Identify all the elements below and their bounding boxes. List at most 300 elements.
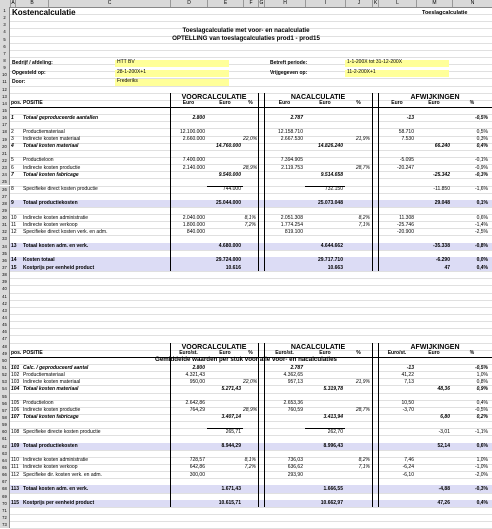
column-header-n[interactable]: N — [452, 0, 492, 7]
row-number[interactable]: 19 — [0, 136, 10, 143]
table-row-pos: 103 — [11, 378, 20, 385]
table-cell-e: 25.044.000 — [215, 200, 241, 207]
table-row-label: Specifieke direct kosten verk. en adm. — [23, 228, 108, 235]
row-number[interactable]: 5 — [0, 36, 10, 43]
table-row-pos: 111 — [11, 464, 19, 471]
table-row-pos: 11 — [11, 221, 17, 228]
sheet-title: Kostencalculatie — [12, 8, 76, 17]
row-number[interactable]: 13 — [0, 93, 10, 100]
grid-line — [10, 293, 492, 294]
cell-border-top — [207, 186, 243, 187]
table-cell-l: -13 — [406, 114, 414, 121]
table-cell-d: 2.642,86 — [185, 400, 205, 407]
table-cell-d: 2.800 — [192, 114, 205, 121]
table-cell-j: 8,2% — [358, 457, 370, 464]
grid-line — [10, 78, 492, 79]
row-number[interactable]: 29 — [0, 207, 10, 214]
row-number[interactable]: 44 — [0, 314, 10, 321]
table-cell-f: 22,0% — [243, 378, 258, 385]
cell-border-top — [305, 186, 345, 187]
row-number[interactable]: 35 — [0, 250, 10, 257]
table-cell-f: 28,9% — [243, 407, 258, 414]
table-cell-e: 10.616 — [225, 264, 241, 271]
table-cell-j: 21,9% — [355, 136, 370, 143]
row-number[interactable]: 24 — [0, 171, 10, 178]
table-cell-l: -6,24 — [402, 464, 414, 471]
table-cell-m: 48,36 — [437, 385, 450, 392]
table-cell-l: 11.308 — [399, 214, 414, 221]
column-header-i[interactable]: I — [305, 0, 345, 7]
column-header-g[interactable]: G — [259, 0, 264, 6]
table-cell-h: 1.774.254 — [280, 221, 303, 228]
table-cell-n: 0,2% — [476, 414, 488, 421]
row-number[interactable]: 34 — [0, 243, 10, 250]
table-cell-m: -11.850 — [433, 186, 450, 192]
table-row-pos: 109 — [11, 443, 20, 450]
table-cell-e: 8.944,29 — [221, 443, 241, 450]
table-cell-h: 2.119.753 — [281, 164, 303, 171]
row-number[interactable]: 47 — [0, 335, 10, 342]
afw-euro-header: Euro/st. — [387, 350, 407, 357]
table-cell-n: 0,0% — [476, 257, 488, 264]
row-number[interactable]: 57 — [0, 407, 10, 414]
door-field[interactable]: Frederiks — [115, 79, 229, 86]
row-number[interactable]: 73 — [0, 521, 10, 528]
table-row-label: Specifieke directe kosten productie — [23, 428, 101, 435]
table-row-pos: 107 — [11, 414, 20, 421]
positie-header: POSITIE — [23, 350, 43, 357]
table-row-pos: 110 — [11, 457, 19, 464]
table-cell-h: 636,62 — [287, 464, 303, 471]
section-divider — [372, 93, 373, 272]
bedrijf-label: Bedrijf / afdeling: — [12, 60, 53, 66]
table-cell-j: 28,7% — [355, 407, 370, 414]
column-header-l[interactable]: L — [378, 0, 416, 7]
positie-header: POSITIE — [23, 100, 43, 107]
table-cell-l: 41,22 — [401, 371, 414, 378]
table-cell-l: 58.710 — [398, 128, 414, 135]
grid-line — [10, 157, 492, 158]
voor-euro-header: Euro — [219, 350, 231, 357]
row-number[interactable]: 22 — [0, 157, 10, 164]
table-cell-d: 2.800 — [192, 364, 205, 371]
table-cell-h: 2.667.530 — [280, 136, 303, 143]
column-header-a[interactable]: A — [11, 0, 15, 6]
table-cell-l: -6,10 — [402, 471, 414, 478]
row-number[interactable]: 6 — [0, 43, 10, 50]
table-cell-d: 2.040.000 — [182, 214, 205, 221]
table-cell-d: 764,29 — [189, 407, 205, 414]
row-number[interactable]: 8 — [0, 57, 10, 64]
table-row-label: Indirecte kosten materiaal — [23, 378, 81, 385]
table-cell-h: 2.653,36 — [283, 400, 303, 407]
table-row-label: Kostprijs per eenheid product — [23, 500, 95, 507]
table-cell-n: -0,1% — [474, 157, 488, 164]
table-cell-n: -1,6% — [474, 186, 488, 192]
grid-line — [10, 507, 492, 508]
table-cell-i: 14.826.240 — [317, 143, 343, 150]
grid-line — [10, 393, 492, 394]
na-euro-header: Euro — [278, 100, 291, 107]
grid-line — [10, 307, 492, 308]
table-cell-e: 265,71 — [225, 428, 241, 435]
row-number[interactable]: 50 — [0, 357, 10, 364]
table-row-label: Kosten totaal — [23, 257, 55, 264]
column-header-b[interactable]: B — [15, 0, 48, 7]
row-number[interactable]: 4 — [0, 28, 10, 35]
subtitle-2: OPTELLING van toeslagcalculaties prod1 - prod15 — [172, 35, 320, 42]
column-header-d[interactable]: D — [170, 0, 207, 7]
column-header-h[interactable]: H — [264, 0, 305, 7]
grid-line — [10, 400, 492, 401]
row-number[interactable]: 59 — [0, 421, 10, 428]
table-cell-d: 300,00 — [189, 471, 205, 478]
table-row-pos: 13 — [11, 243, 17, 250]
row-number[interactable]: 26 — [0, 186, 10, 193]
table-cell-j: 28,7% — [355, 164, 370, 171]
row-number[interactable]: 43 — [0, 307, 10, 314]
table-row-pos: 102 — [11, 371, 20, 378]
row-number[interactable]: 71 — [0, 507, 10, 514]
periode-field[interactable]: 1-1-200X tot 31-12-200X — [345, 60, 449, 67]
table-cell-n: 1,0% — [476, 457, 488, 464]
table-cell-n: 0,4% — [476, 500, 488, 507]
door-label: Door: — [12, 79, 26, 85]
table-row-label: Indirecte kosten materiaal — [23, 136, 81, 143]
table-cell-e: 10.615,71 — [218, 500, 241, 507]
table-cell-n: 0,9% — [476, 385, 488, 392]
nacalculatie-header: NACALCULATIE — [290, 343, 346, 351]
table-cell-m: -25.342 — [433, 171, 450, 178]
row-number[interactable]: 68 — [0, 485, 10, 492]
table-cell-d: 728,57 — [189, 457, 205, 464]
row-number[interactable]: 63 — [0, 450, 10, 457]
column-header-e[interactable]: E — [207, 0, 243, 7]
table-cell-h: 12.158.710 — [277, 128, 303, 135]
row-number[interactable]: 9 — [0, 64, 10, 71]
table-row-label: Totaal kosten materiaal — [23, 143, 79, 150]
table-row-label: Calc. / geproduceerd aantal — [23, 364, 89, 371]
row-number[interactable]: 23 — [0, 164, 10, 171]
column-header-f[interactable]: F — [243, 0, 258, 7]
table-cell-n: -0,5% — [474, 114, 488, 121]
table-cell-j: 7,1% — [358, 221, 370, 228]
table-row-pos: 3 — [11, 136, 14, 143]
row-number[interactable]: 60 — [0, 428, 10, 435]
row-number[interactable]: 11 — [0, 78, 10, 85]
row-number[interactable]: 15 — [0, 107, 10, 114]
periode-label: Betreft periode: — [270, 60, 308, 66]
grid-line — [10, 128, 492, 129]
row-number[interactable]: 70 — [0, 500, 10, 507]
table-cell-d: 2.660.000 — [182, 136, 205, 143]
table-row-label: Totaal productiekosten — [23, 443, 78, 450]
section-divider — [258, 93, 259, 272]
table-cell-h: 819.100 — [284, 228, 303, 235]
row-number[interactable]: 36 — [0, 257, 10, 264]
table-cell-m: 6,80 — [440, 414, 450, 421]
grid-line — [10, 335, 492, 336]
table-cell-f: 28,9% — [243, 164, 258, 171]
row-number[interactable]: 39 — [0, 278, 10, 285]
table-cell-f: 7,2% — [244, 464, 256, 471]
table-cell-h: 760,59 — [287, 407, 303, 414]
row-number[interactable]: 48 — [0, 343, 10, 350]
na-pct-header: % — [356, 350, 361, 357]
afw-euro-header: Euro — [428, 350, 440, 357]
table-row-pos: 7 — [11, 171, 14, 178]
table-cell-n: 0,5% — [476, 128, 488, 135]
table-cell-n: -0,5% — [474, 364, 488, 371]
row-number[interactable]: 28 — [0, 200, 10, 207]
row-number[interactable]: 33 — [0, 235, 10, 242]
row-number[interactable]: 52 — [0, 371, 10, 378]
row-number[interactable]: 32 — [0, 228, 10, 235]
table-cell-i: 25.073.048 — [317, 200, 343, 207]
voor-euro-header: Euro — [182, 100, 195, 107]
table-cell-h: 7.394.905 — [280, 157, 303, 164]
row-number[interactable]: 65 — [0, 464, 10, 471]
table-row-pos: 106 — [11, 407, 20, 414]
grid-line — [10, 271, 492, 272]
table-cell-i: 9.514.658 — [320, 171, 343, 178]
table-cell-n: -2,0% — [474, 471, 488, 478]
voor-pct-header: % — [248, 100, 253, 107]
table-cell-l: -5.095 — [399, 157, 414, 164]
grid-line — [10, 150, 492, 151]
grid-line — [10, 121, 492, 122]
table-row-label: Totaal kosten fabricage — [23, 414, 79, 421]
table-cell-e: 744.000 — [222, 186, 241, 192]
table-row-label: Productiemateriaal — [23, 371, 65, 378]
grid-line — [10, 493, 492, 494]
row-number[interactable]: 37 — [0, 264, 10, 271]
table-cell-n: 0,6% — [476, 443, 488, 450]
voor-euro-header: Euro/st. — [179, 350, 198, 357]
table-cell-j: 7,1% — [358, 464, 370, 471]
table-cell-h: 2.051.308 — [280, 214, 303, 221]
table-cell-m: 47 — [444, 264, 450, 271]
row-number[interactable]: 38 — [0, 271, 10, 278]
grid-line — [10, 321, 492, 322]
table-cell-d: 4.321,43 — [185, 371, 205, 378]
row-number[interactable]: 55 — [0, 393, 10, 400]
table-row-pos: 2 — [11, 128, 14, 135]
table-cell-i: 1.666,55 — [323, 485, 343, 492]
grid-line — [10, 57, 492, 58]
table-cell-d: 2.140.000 — [182, 164, 205, 171]
sheet-title-right: Toeslagcalculatie — [422, 10, 468, 16]
table-cell-n: 0,8% — [476, 378, 488, 385]
voorcalculatie-header: VOORCALCULATIE — [181, 343, 247, 351]
table-cell-e: 1.671,43 — [221, 485, 241, 492]
opgesteld-label: Opgesteld op: — [12, 70, 46, 76]
cell-border-top — [305, 428, 345, 429]
grid-line — [10, 193, 492, 194]
column-header-m[interactable]: M — [416, 0, 452, 7]
header-underline — [10, 107, 492, 108]
table-cell-i: 10.662,97 — [320, 500, 343, 507]
afw-euro-header: Euro — [391, 100, 403, 107]
row-number[interactable]: 61 — [0, 435, 10, 442]
table-row-label: Indirecte kosten productie — [23, 407, 81, 414]
grid-line — [10, 328, 492, 329]
table-cell-i: 8.996,43 — [323, 443, 343, 450]
grid-line — [10, 521, 492, 522]
row-number[interactable]: 31 — [0, 221, 10, 228]
na-euro-header: Euro/st. — [275, 350, 294, 357]
row-number[interactable]: 49 — [0, 350, 10, 357]
section-divider — [372, 343, 373, 507]
table-row-label: Specifieke direct kosten productie — [23, 186, 98, 192]
table-row-pos: 108 — [11, 428, 20, 435]
table-cell-j: 8,2% — [358, 214, 370, 221]
row-number[interactable]: 66 — [0, 471, 10, 478]
row-number[interactable]: 2 — [0, 14, 10, 21]
table-cell-f: 8,1% — [244, 214, 256, 221]
row-number[interactable]: 56 — [0, 400, 10, 407]
table-cell-m: -35.338 — [433, 243, 450, 250]
na-euro-header: Euro — [319, 350, 331, 357]
row-number[interactable]: 58 — [0, 414, 10, 421]
voor-pct-header: % — [248, 350, 253, 357]
pos-header: pos. — [11, 350, 22, 357]
table-cell-m: 52,14 — [437, 443, 450, 450]
row-number[interactable]: 53 — [0, 378, 10, 385]
table-cell-n: 0,6% — [476, 214, 488, 221]
grid-line — [10, 300, 492, 301]
row-number[interactable]: 41 — [0, 293, 10, 300]
column-header-j[interactable]: J — [345, 0, 372, 7]
row-number[interactable]: 18 — [0, 128, 10, 135]
row-number[interactable]: 17 — [0, 121, 10, 128]
table-cell-e: 29.724.000 — [215, 257, 241, 264]
table-cell-e: 5.271,43 — [221, 385, 241, 392]
table-cell-i: 10.663 — [327, 264, 343, 271]
row-number[interactable]: 10 — [0, 71, 10, 78]
table-row-label: Kostprijs per eenheid product — [23, 264, 95, 271]
row-number[interactable]: 64 — [0, 457, 10, 464]
grid-line — [10, 314, 492, 315]
table-cell-m: 29.048 — [434, 200, 450, 207]
grid-line — [10, 14, 492, 15]
column-header-c[interactable]: C — [48, 0, 170, 7]
table-cell-d: 642,86 — [189, 464, 205, 471]
table-row-label: Productieloon — [23, 157, 54, 164]
row-number[interactable]: 25 — [0, 178, 10, 185]
table-cell-l: 7,13 — [404, 378, 414, 385]
table-cell-d: 12.100.000 — [179, 128, 205, 135]
afwijkingen-header: AFWIJKINGEN — [410, 93, 460, 101]
row-number[interactable]: 21 — [0, 150, 10, 157]
table-cell-h: 736,03 — [287, 457, 303, 464]
table-cell-d: 1.800.000 — [182, 221, 205, 228]
row-number[interactable]: 12 — [0, 86, 10, 93]
table-cell-n: -0,3% — [474, 485, 488, 492]
table-cell-e: 3.407,14 — [221, 414, 241, 421]
table-row-pos: 105 — [11, 400, 20, 407]
row-number[interactable]: 16 — [0, 114, 10, 121]
row-number[interactable]: 27 — [0, 193, 10, 200]
table-cell-n: 1,0% — [476, 371, 488, 378]
table-cell-i: 732.150 — [324, 186, 343, 192]
row-number[interactable]: 1 — [0, 7, 10, 14]
grid-line — [10, 435, 492, 436]
table-cell-i: 3.413,94 — [323, 414, 343, 421]
table-row-pos: 4 — [11, 143, 14, 150]
table-cell-n: 0,3% — [476, 136, 488, 143]
grid-line — [10, 450, 492, 451]
row-number[interactable]: 54 — [0, 385, 10, 392]
pos-header: pos. — [11, 100, 22, 107]
row-number[interactable]: 40 — [0, 285, 10, 292]
column-header-k[interactable]: K — [373, 0, 378, 6]
table-cell-l: 10,50 — [401, 400, 414, 407]
table-row-pos: 12 — [11, 228, 17, 235]
table-cell-n: -1,1% — [474, 428, 488, 435]
table-cell-e: 14.760.000 — [215, 143, 241, 150]
table-row-pos: 9 — [11, 200, 14, 207]
grid-line — [10, 207, 492, 208]
table-row-pos: 104 — [11, 385, 20, 392]
row-number[interactable]: 20 — [0, 143, 10, 150]
row-number[interactable]: 72 — [0, 514, 10, 521]
column-header-bar — [0, 0, 492, 8]
table-cell-m: 47,26 — [437, 500, 450, 507]
table-row-pos: 115 — [11, 500, 20, 507]
header-underline — [10, 357, 492, 358]
row-number[interactable]: 62 — [0, 443, 10, 450]
table-cell-n: -0,3% — [474, 171, 488, 178]
row-number[interactable]: 46 — [0, 328, 10, 335]
table-row-label: Indirecte kosten verkoop — [23, 464, 78, 471]
table-row-label: Productieloon — [23, 400, 54, 407]
grid-line — [10, 278, 492, 279]
voor-euro-header: Euro — [219, 100, 231, 107]
afwijkingen-header: AFWIJKINGEN — [410, 343, 460, 351]
afw-pct-header: % — [469, 100, 475, 107]
table-cell-h: 293,90 — [287, 471, 303, 478]
bedrijf-field[interactable]: HTT BV — [115, 60, 229, 67]
grid-line — [10, 478, 492, 479]
grid-line — [10, 86, 492, 87]
table-cell-h: 2.787 — [290, 364, 303, 371]
row-number[interactable]: 7 — [0, 50, 10, 57]
subtitle-1: Toeslagcalculatie met voor- en nacalculatie — [182, 27, 310, 34]
row-number[interactable]: 3 — [0, 21, 10, 28]
table-row-pos: 10 — [11, 214, 17, 221]
table-cell-l: -3,70 — [402, 407, 414, 414]
grid-line — [10, 514, 492, 515]
vrijgegeven-field[interactable]: 11-2-200X+1 — [345, 70, 449, 77]
row-number[interactable]: 67 — [0, 478, 10, 485]
table-row-label: Totaal kosten fabricage — [23, 171, 79, 178]
table-cell-n: -0,8% — [474, 243, 488, 250]
row-number[interactable]: 14 — [0, 100, 10, 107]
row-number[interactable]: 30 — [0, 214, 10, 221]
table-cell-f: 22,0% — [243, 136, 258, 143]
row-number[interactable]: 45 — [0, 321, 10, 328]
row-number[interactable]: 42 — [0, 300, 10, 307]
row-number[interactable]: 51 — [0, 364, 10, 371]
grid-line — [10, 421, 492, 422]
table-cell-n: -1,4% — [474, 221, 488, 228]
opgesteld-field[interactable]: 28-1-200X+1 — [115, 70, 229, 77]
table-row-pos: 6 — [11, 164, 14, 171]
table-cell-h: 957,13 — [287, 378, 303, 385]
table-cell-f: 7,2% — [244, 221, 256, 228]
row-number[interactable]: 69 — [0, 493, 10, 500]
